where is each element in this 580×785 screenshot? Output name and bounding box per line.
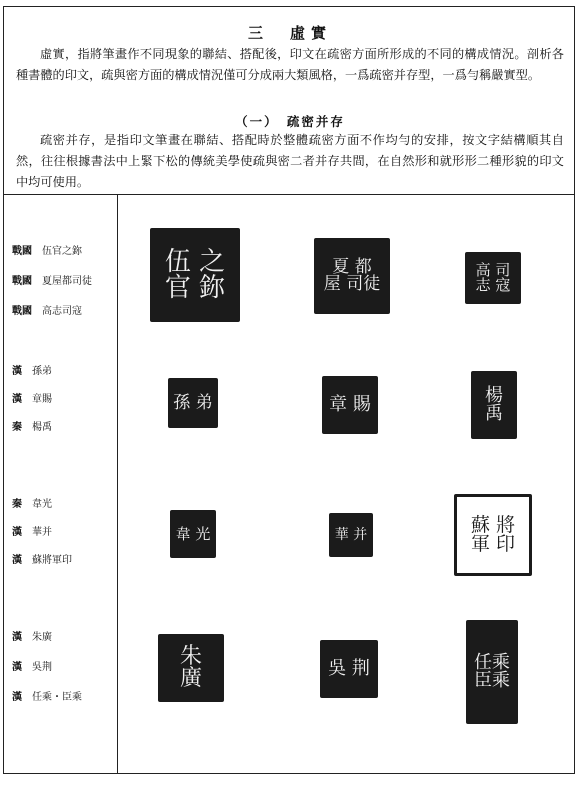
- subsection-paragraph: 疏密并存，是指印文筆畫在聯結、搭配時於整體疏密方面不作均勻的安排，按文字結構順其自然，往往根據書法中上緊下松的傳統美學使疏與密二者并存共間，在自然形和就形形二種形貌的印文中均可使用。: [16, 133, 564, 189]
- seal-text: 朱 廣: [179, 644, 202, 691]
- caption: [12, 495, 52, 510]
- caption: [12, 362, 52, 377]
- caption-name: 朱廣: [32, 632, 52, 643]
- seal-text: 高 司 志 寇: [475, 261, 511, 294]
- caption-era: 漢: [12, 527, 22, 538]
- caption-name: 伍官之鉨: [42, 246, 82, 257]
- seal-impression: [466, 620, 518, 724]
- caption: [12, 688, 82, 703]
- table-divider: [3, 194, 575, 195]
- caption: [12, 523, 52, 538]
- subsection-title: （一） 疏密并存: [235, 114, 345, 129]
- caption: [12, 390, 52, 405]
- seal-text: 蘇 將 軍 印: [470, 514, 516, 555]
- caption-name: 華并: [32, 527, 52, 538]
- caption-era: 漢: [12, 692, 22, 703]
- seal-impression: [168, 378, 218, 428]
- caption-era: 戰國: [12, 246, 32, 257]
- seal-impression: [320, 640, 378, 698]
- caption-name: 吳荆: [32, 662, 52, 673]
- caption-era: 漢: [12, 366, 22, 377]
- seal-impression: [150, 228, 240, 322]
- caption-era: 漢: [12, 394, 22, 405]
- caption-name: 高志司寇: [42, 306, 82, 317]
- caption-era: 漢: [12, 632, 22, 643]
- section-title: 三 虛實: [247, 24, 332, 42]
- seal-impression: [471, 371, 517, 439]
- caption-name: 夏屋都司徒: [42, 276, 92, 287]
- seal-text: 楊 禹: [485, 385, 503, 424]
- seal-text: 華 并: [334, 527, 368, 543]
- seal-impression: [158, 634, 224, 702]
- seal-impression: [329, 513, 373, 557]
- seal-text: 任乘 臣乘: [474, 652, 510, 691]
- caption-era: 漢: [12, 662, 22, 673]
- seal-impression: [322, 376, 378, 434]
- caption: [12, 242, 82, 257]
- caption-era: 戰國: [12, 306, 32, 317]
- caption-era: 戰國: [12, 276, 32, 287]
- caption-name: 楊禹: [32, 422, 52, 433]
- intro-paragraph: 虛實，指將筆畫作不同現象的聯結、搭配後，印文在疏密方面所形成的不同的構成情況。剖析各種書體的印文，疏與密方面的構成情況僅可分成兩大類風格，一爲疏密并存型，一爲勻稱嚴實型。: [16, 47, 564, 82]
- seal-text: 伍 之 官 鉨: [164, 247, 226, 303]
- caption-name: 任乘・臣乘: [32, 692, 82, 703]
- caption: [12, 302, 82, 317]
- caption-era: 秦: [12, 422, 22, 433]
- seal-text: 吳 荆: [328, 658, 370, 679]
- seal-text: 章 賜: [329, 394, 371, 415]
- caption-name: 孫弟: [32, 366, 52, 377]
- column-divider: [117, 194, 118, 774]
- caption-name: 蘇將軍印: [32, 555, 72, 566]
- seal-text: 韋 光: [175, 524, 211, 543]
- caption-name: 章賜: [32, 394, 52, 405]
- caption: [12, 628, 52, 643]
- seal-text: 孫 弟: [173, 392, 213, 413]
- seal-impression: [170, 510, 216, 558]
- caption-name: 韋光: [32, 499, 52, 510]
- caption: [12, 272, 92, 287]
- seal-impression: [465, 252, 521, 304]
- caption-era: 秦: [12, 499, 22, 510]
- caption: [12, 658, 52, 673]
- caption: [12, 418, 52, 433]
- seal-impression: [314, 238, 390, 314]
- seal-impression: [454, 494, 532, 576]
- caption-era: 漢: [12, 555, 22, 566]
- seal-text: 夏 都 屋 司徒: [323, 257, 381, 294]
- caption: [12, 551, 72, 566]
